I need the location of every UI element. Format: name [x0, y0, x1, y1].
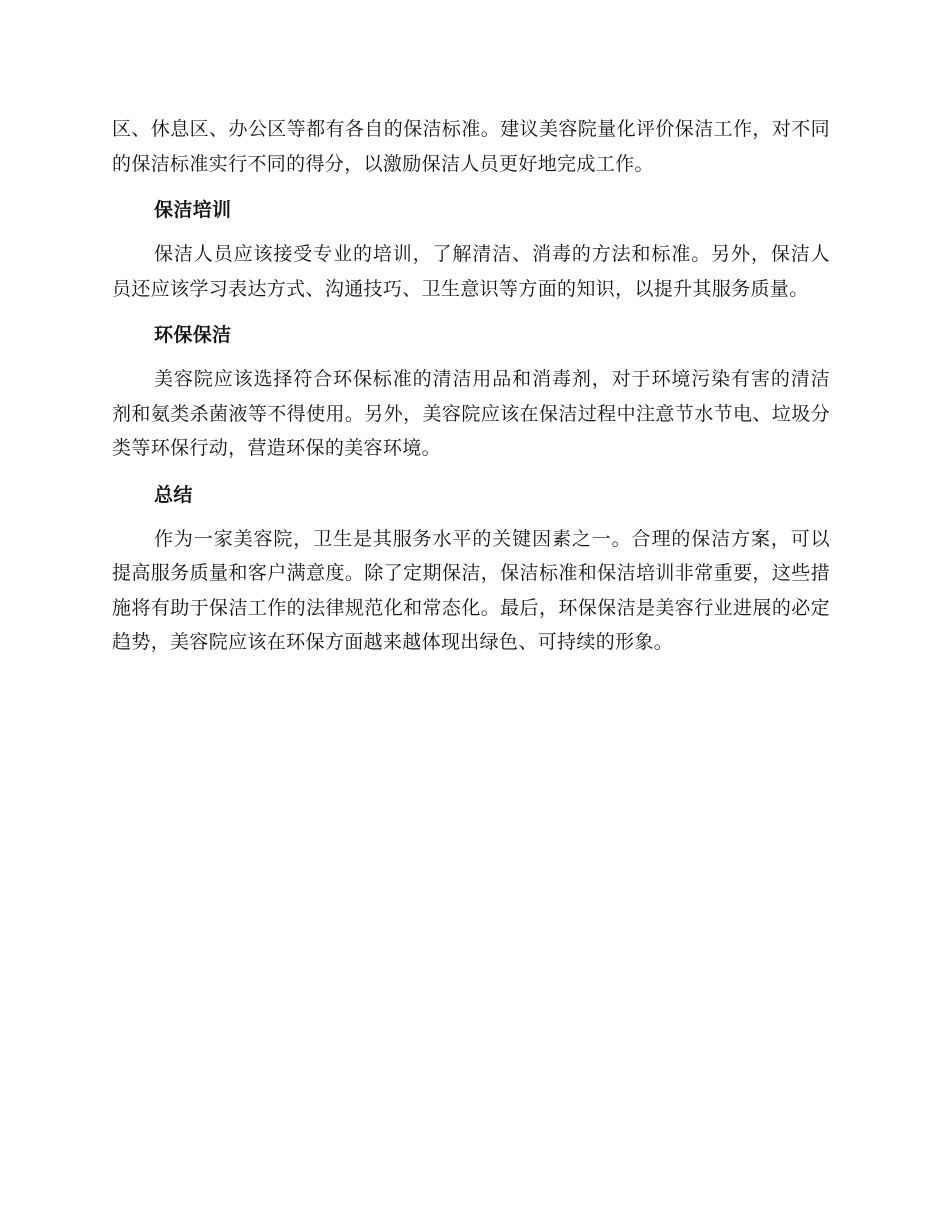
section-body-summary: 作为一家美容院，卫生是其服务水平的关键因素之一。合理的保洁方案，可以提高服务质量和客户满意度。除了定期保洁，保洁标准和保洁培训非常重要，这些措施将有助于保洁工作的法律规范化和常态化。最后，环保保洁是美容行业进展的必定趋势，美容院应该在环保方面越来越体现出绿色、可持续的形象。 — [112, 527, 830, 653]
section-heading-training: 保洁培训 — [154, 199, 232, 221]
section-body-eco-cleaning: 美容院应该选择符合环保标准的清洁用品和消毒剂，对于环境污染有害的清洁剂和氨类杀菌液等不得使用。另外，美容院应该在保洁过程中注意节水节电、垃圾分类等环保行动，营造环保的美容环境。 — [112, 368, 830, 459]
section-heading-summary: 总结 — [154, 483, 193, 506]
section-body-training: 保洁人员应该接受专业的培训，了解清洁、消毒的方法和标准。另外，保洁人员还应该学习表达方式、沟通技巧、卫生意识等方面的知识，以提升其服务质量。 — [112, 243, 830, 300]
intro-paragraph: 区、休息区、办公区等都有各自的保洁标准。建议美容院量化评价保洁工作，对不同的保洁标准实行不同的得分，以激励保洁人员更好地完成工作。 — [112, 118, 830, 175]
document-body — [112, 112, 830, 660]
section-heading-eco-cleaning: 环保保洁 — [154, 324, 232, 346]
